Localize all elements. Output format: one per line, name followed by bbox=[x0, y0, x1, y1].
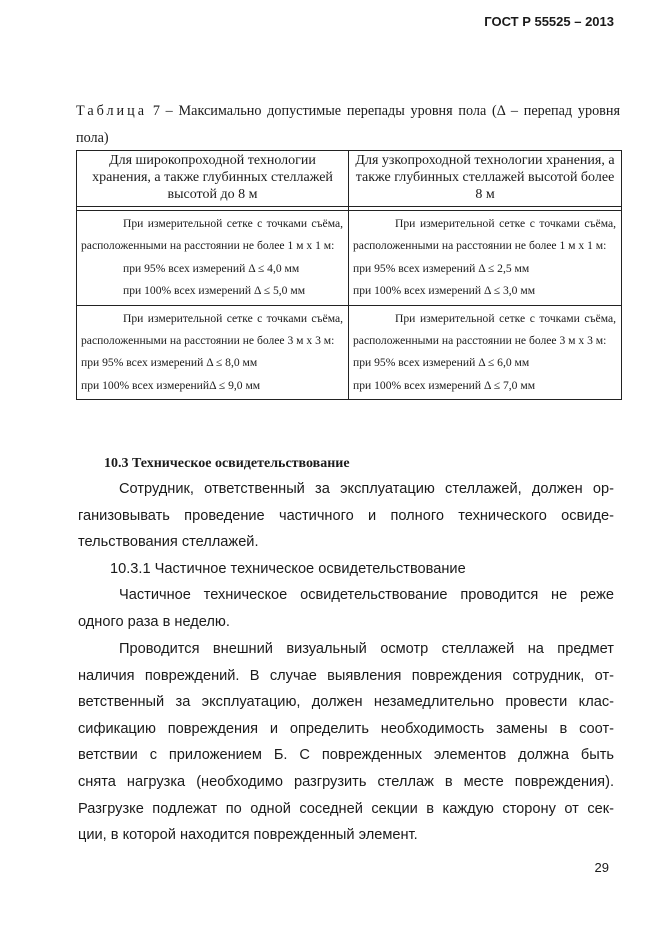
paragraph-line: наличия повреждений. В случае выявления повреждения сотрудник, от- bbox=[78, 667, 614, 684]
paragraph-line: ветственный за эксплуатацию, должен незамедлительно провести клас- bbox=[78, 694, 614, 711]
paragraph-line: Разгрузке подлежат по одной соседней секции в каждую сторону от сек- bbox=[78, 800, 614, 817]
paragraph-line: Сотрудник, ответственный за эксплуатацию стеллажей, должен ор- bbox=[119, 481, 614, 497]
table-header-row bbox=[77, 151, 622, 207]
section-title: 10.3 Техническое освидетельствование bbox=[104, 456, 350, 471]
paragraph-inspection bbox=[78, 636, 614, 849]
cell-line-95: при 95% всех измерений Δ ≤ 6,0 мм bbox=[353, 356, 530, 370]
column-header-narrow-aisle: Для узкопроходной технологии хранения, а также глубинных стеллажей высотой более 8 м bbox=[349, 151, 622, 207]
cell-line-100: при 100% всех измерений Δ ≤ 3,0 мм bbox=[353, 284, 536, 298]
paragraph-line: Проводится внешний визуальный осмотр стеллажей на предмет bbox=[119, 641, 614, 657]
paragraph-responsibility bbox=[78, 476, 614, 556]
table-cell bbox=[77, 211, 349, 306]
subsection-title bbox=[78, 556, 614, 583]
table-cell bbox=[349, 305, 622, 400]
page-number: 29 bbox=[594, 860, 609, 875]
table-cell bbox=[77, 305, 349, 400]
floor-tolerance-table bbox=[76, 150, 622, 400]
paragraph-line: Частичное техническое освидетельствование проводится не реже bbox=[119, 587, 614, 603]
table-row bbox=[77, 305, 622, 400]
document-header: ГОСТ Р 55525 – 2013 bbox=[484, 14, 614, 29]
cell-intro: При измерительной сетке с точками съёма, расположенными на расстоянии не более 1 м х 1 м: bbox=[81, 217, 343, 253]
cell-line-100: при 100% всех измеренийΔ ≤ 9,0 мм bbox=[81, 378, 261, 392]
cell-line-100: при 100% всех измерений Δ ≤ 5,0 мм bbox=[123, 284, 306, 298]
table-caption bbox=[76, 98, 620, 152]
subsection-title-text: 10.3.1 Частичное техническое освидетельствование bbox=[110, 561, 466, 577]
paragraph-line: ции, в которой находится поврежденный элемент. bbox=[78, 827, 418, 844]
paragraph-line: снята нагрузка (необходимо разгрузить стеллаж в месте повреждения). bbox=[78, 773, 614, 790]
cell-line-95: при 95% всех измерений Δ ≤ 8,0 мм bbox=[81, 356, 258, 370]
paragraph-line: сификацию повреждения и определить необходимость замены в соот- bbox=[78, 720, 614, 737]
paragraph-frequency bbox=[78, 582, 614, 635]
paragraph-line: ганизовывать проведение частичного и полного технического освиде- bbox=[78, 507, 614, 524]
cell-line-95: при 95% всех измерений Δ ≤ 4,0 мм bbox=[123, 261, 300, 275]
paragraph-line: одного раза в неделю. bbox=[78, 613, 230, 630]
paragraph-line: ветствии с приложением Б. С поврежденных элементов должна быть bbox=[78, 747, 614, 764]
cell-intro: При измерительной сетке с точками съёма, расположенными на расстоянии не более 3 м х 3 м: bbox=[81, 311, 343, 348]
table-caption-label: Таблица bbox=[76, 103, 148, 119]
table-caption-text: 7 – Максимально допустимые перепады уровня пола (Δ – перепад уровня пола) bbox=[76, 103, 620, 146]
cell-intro: При измерительной сетке с точками съёма, расположенными на расстоянии не более 1 м х 1 м: bbox=[353, 217, 616, 253]
cell-line-100: при 100% всех измерений Δ ≤ 7,0 мм bbox=[353, 378, 536, 392]
table-cell bbox=[349, 211, 622, 306]
table-row bbox=[77, 211, 622, 306]
cell-line-95: при 95% всех измерений Δ ≤ 2,5 мм bbox=[353, 261, 530, 275]
column-header-wide-aisle: Для широкопроходной технологии хранения, а также глубинных стеллажей высотой до 8 м bbox=[77, 151, 349, 207]
paragraph-line: тельствования стеллажей. bbox=[78, 534, 259, 551]
cell-intro: При измерительной сетке с точками съёма, расположенными на расстоянии не более 3 м х 3 м: bbox=[353, 311, 616, 348]
